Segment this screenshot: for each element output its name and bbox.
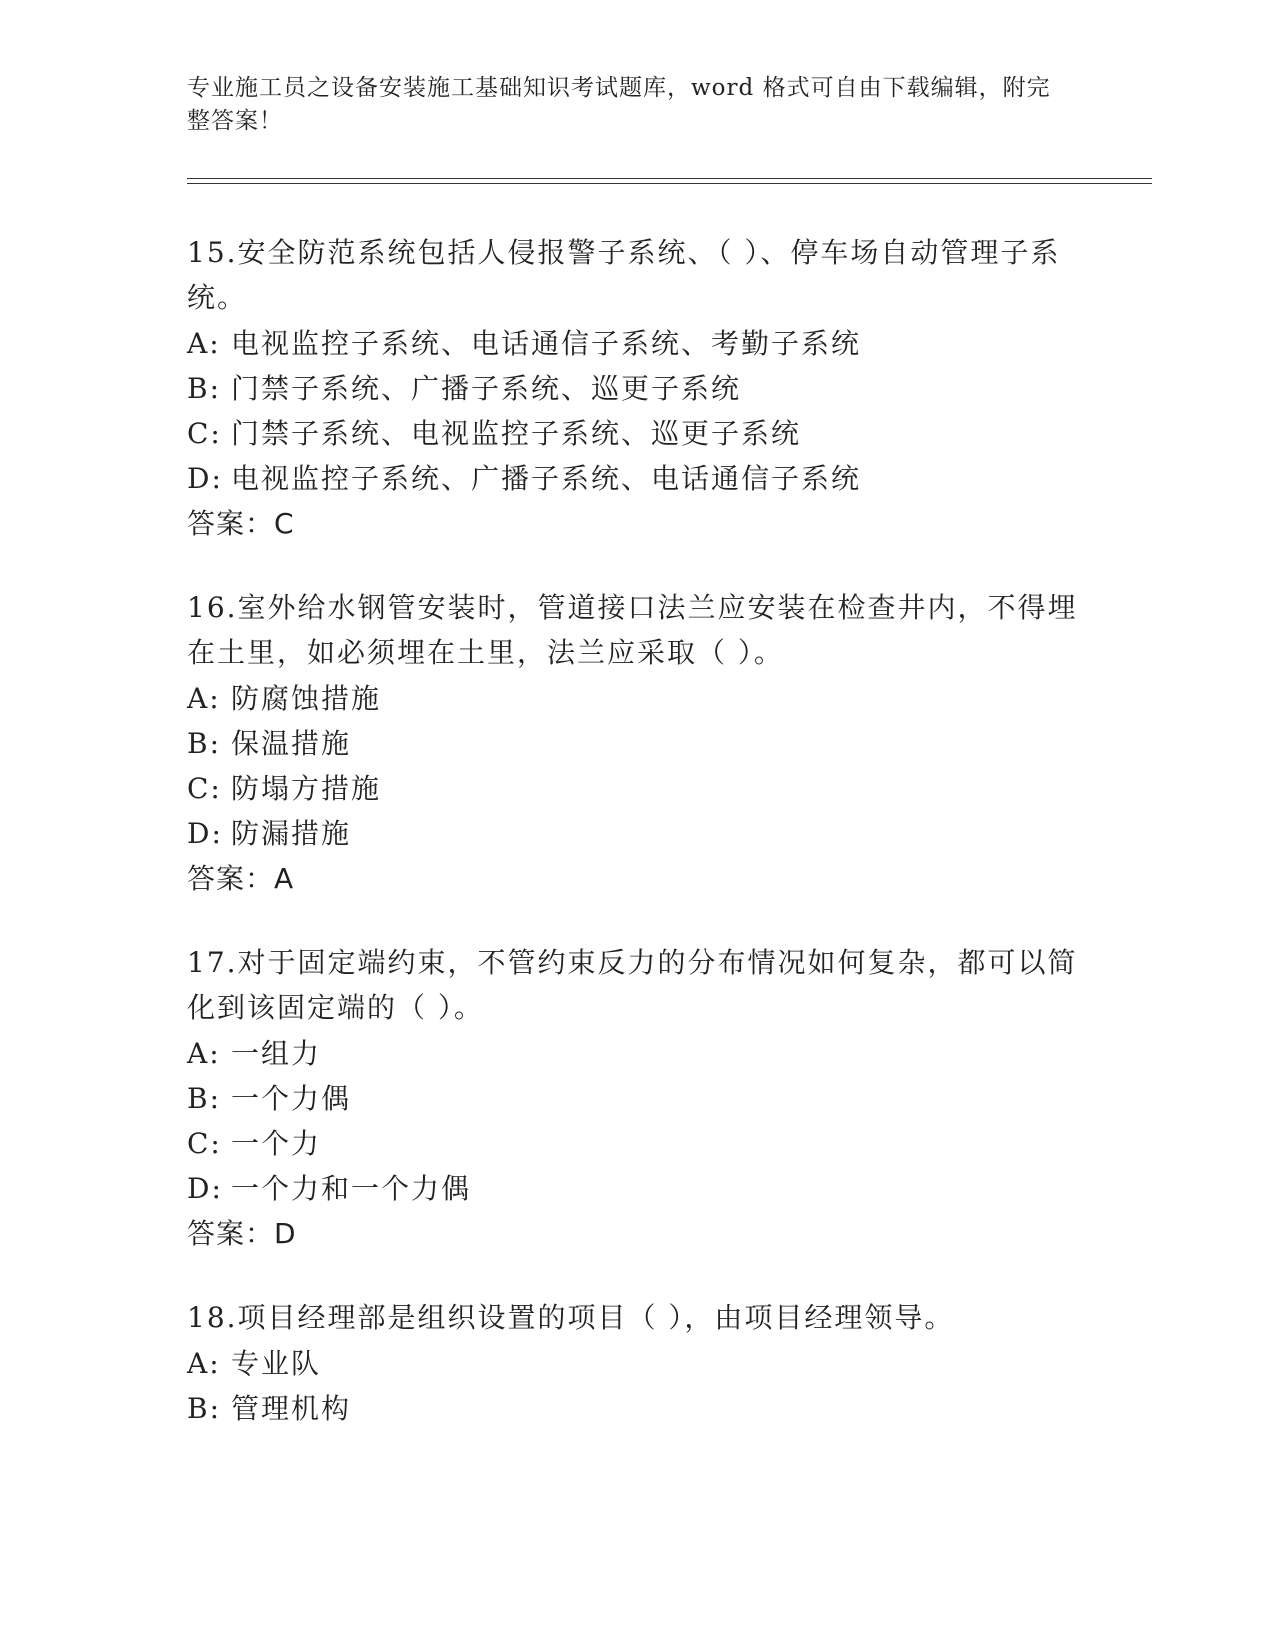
option-key: B: — [187, 727, 222, 760]
option-text: 电视监控子系统、电话通信子系统、考勤子系统 — [231, 327, 862, 360]
option-key: D: — [187, 1172, 223, 1205]
option-text: 保温措施 — [231, 727, 352, 760]
option-c — [187, 766, 1087, 811]
option-b — [187, 721, 1087, 766]
document-header: 专业施工员之设备安装施工基础知识考试题库，word 格式可自由下载编辑，附完整答案！ — [187, 75, 1051, 134]
option-a — [187, 1341, 1087, 1386]
option-text: 一组力 — [231, 1037, 322, 1070]
header-rule-top — [187, 178, 1152, 179]
option-key: C: — [187, 417, 222, 450]
option-key: C: — [187, 772, 222, 805]
option-d — [187, 456, 1087, 501]
option-text: 门禁子系统、电视监控子系统、巡更子系统 — [231, 417, 802, 450]
option-text: 防塌方措施 — [231, 772, 382, 805]
option-d — [187, 1166, 1087, 1211]
option-b — [187, 366, 1087, 411]
option-c — [187, 1121, 1087, 1166]
answer-line: 答案：D — [187, 1217, 297, 1250]
header-rule-bottom — [187, 183, 1152, 184]
option-text: 一个力和一个力偶 — [231, 1172, 472, 1205]
option-key: D: — [187, 462, 223, 495]
question-stem: 17.对于固定端约束，不管约束反力的分布情况如何复杂，都可以简化到该固定端的（ ）。 — [187, 946, 1078, 1024]
question-stem: 15.安全防范系统包括人侵报警子系统、（ ）、停车场自动管理子系统。 — [187, 236, 1061, 314]
option-text: 一个力偶 — [231, 1082, 352, 1115]
option-a — [187, 321, 1087, 366]
option-d — [187, 811, 1087, 856]
question-list — [187, 230, 1087, 1469]
question-stem: 16.室外给水钢管安装时，管道接口法兰应安装在检查井内，不得埋在土里，如必须埋在土里，法兰应采取（ ）。 — [187, 591, 1078, 669]
option-c — [187, 411, 1087, 456]
answer-line: 答案：C — [187, 507, 295, 540]
option-key: B: — [187, 1392, 222, 1425]
answer-line: 答案：A — [187, 862, 295, 895]
question-stem: 18.项目经理部是组织设置的项目（ ），由项目经理领导。 — [187, 1301, 955, 1334]
question-15 — [187, 230, 1087, 547]
option-a — [187, 676, 1087, 721]
option-key: A: — [187, 682, 221, 715]
option-text: 防漏措施 — [231, 817, 352, 850]
option-key: A: — [187, 327, 221, 360]
option-text: 管理机构 — [231, 1392, 352, 1425]
option-key: D: — [187, 817, 223, 850]
question-17 — [187, 940, 1087, 1257]
option-text: 门禁子系统、广播子系统、巡更子系统 — [231, 372, 742, 405]
option-text: 电视监控子系统、广播子系统、电话通信子系统 — [231, 462, 862, 495]
option-key: B: — [187, 1082, 222, 1115]
option-a — [187, 1031, 1087, 1076]
option-key: A: — [187, 1037, 221, 1070]
option-text: 防腐蚀措施 — [231, 682, 382, 715]
question-18 — [187, 1295, 1087, 1431]
option-key: C: — [187, 1127, 222, 1160]
option-b — [187, 1386, 1087, 1431]
option-text: 专业队 — [231, 1347, 322, 1380]
option-key: B: — [187, 372, 222, 405]
option-text: 一个力 — [231, 1127, 322, 1160]
option-key: A: — [187, 1347, 221, 1380]
question-16 — [187, 585, 1087, 902]
option-b — [187, 1076, 1087, 1121]
